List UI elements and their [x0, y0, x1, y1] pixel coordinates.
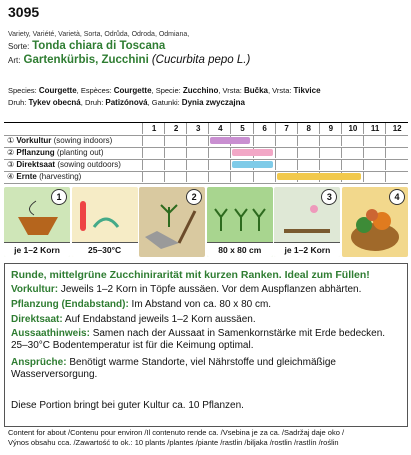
instruction-paragraph [11, 314, 403, 326]
illustration-shape [253, 209, 265, 231]
month-label: 7 [275, 123, 298, 134]
paragraph-text: Jeweils 1–2 Korn in Töpfe aussäen. Vor dem Auspflanzen abhärten. [58, 284, 362, 295]
row-subtitle: (harvesting) [36, 172, 82, 181]
row-subtitle: (planting out) [54, 148, 104, 157]
calendar-row-label [7, 147, 104, 158]
month-cell [230, 171, 253, 182]
description-box [4, 263, 408, 427]
period-bar [277, 173, 361, 180]
illustration-panel [72, 187, 138, 257]
paragraph-text: Benötigt warme Standorte, viel Nährstoffe und gleichmäßige Wasserversorgung. [11, 357, 336, 380]
variety-name-line [8, 40, 165, 52]
month-cell [164, 159, 187, 170]
month-cell [385, 171, 408, 182]
month-label: 9 [319, 123, 342, 134]
month-cell [142, 171, 165, 182]
paragraph-label: Aussaathinweis: [11, 328, 90, 339]
translation-key: Gatunki: [151, 98, 182, 107]
month-label: 1 [142, 123, 165, 134]
translation-value: Bučka [243, 86, 268, 95]
illustration-shape [80, 201, 86, 231]
calendar-row-label [7, 159, 121, 170]
month-cell [385, 147, 408, 158]
paragraph-label: Direktsaat: [11, 314, 63, 325]
month-cell [164, 135, 187, 146]
headline: Runde, mittelgrüne Zucchinirarität mit kurzen Ranken. Ideal zum Füllen! [11, 269, 370, 281]
month-cell [319, 135, 342, 146]
illustration-shape [366, 209, 378, 221]
month-cell [142, 135, 165, 146]
translation-value: Tykev obecná [28, 98, 81, 107]
month-cell [297, 147, 320, 158]
panel-caption: 25–30°C [72, 242, 138, 257]
art-key: Art: [8, 56, 21, 65]
month-cell [275, 147, 298, 158]
variety-languages-line: Variety, Variété, Varietà, Sorta, Odrůda, Odroda, Odmiana, [8, 31, 190, 38]
variety-name: Tonda chiara di Toscana [32, 40, 166, 52]
row-name: Direktsaat [16, 160, 56, 169]
row-number: ② [7, 148, 17, 157]
step-badge: 1 [51, 189, 67, 205]
illustration-shape [161, 205, 177, 227]
illustration-shape [29, 201, 36, 215]
month-cell [385, 135, 408, 146]
paragraph-text: Auf Endabstand jeweils 1–2 Korn aussäen. [62, 314, 256, 325]
paragraph-label: Pflanzung (Endabstand): [11, 299, 129, 310]
illustration-panel [139, 187, 205, 257]
month-label: 2 [164, 123, 187, 134]
month-cell [363, 159, 386, 170]
illustration-graphic [72, 187, 138, 239]
illustration-shape [310, 205, 318, 213]
illustration-panel [4, 187, 70, 257]
calendar-row [4, 135, 408, 148]
row-subtitle: (sowing outdoors) [55, 160, 121, 169]
illustration-shape [215, 209, 227, 231]
illustration-graphic [207, 187, 273, 239]
month-label: 8 [297, 123, 320, 134]
species-name-line [8, 54, 250, 66]
month-cell [319, 159, 342, 170]
content-line: Content for about /Contenu pour environ /Il contenuto rende ca. /Vsebina je za ca. /Sadržaj daje oko / [8, 428, 345, 437]
month-cell [341, 147, 364, 158]
species-name: Gartenkürbis, Zucchini [23, 54, 149, 66]
panel-caption: je 1–2 Korn [274, 242, 340, 257]
month-cell [385, 159, 408, 170]
month-cell [186, 147, 209, 158]
panel-caption: je 1–2 Korn [4, 242, 70, 257]
paragraph-text: Im Abstand von ca. 80 x 80 cm. [128, 299, 272, 310]
calendar-row-label [7, 171, 81, 182]
month-cell [363, 147, 386, 158]
translation-key: Species: [8, 86, 39, 95]
calendar-row [4, 147, 408, 160]
translation-key: Vrsta: [272, 86, 294, 95]
sowing-calendar [4, 122, 408, 183]
month-label: 3 [186, 123, 209, 134]
paragraph-text: Samen nach der Aussaat in Samenkornstärke mit Erde bedecken. 25–30°C Bodentemperatur ist für die Keimung optimal. [11, 328, 386, 351]
row-name: Vorkultur [16, 136, 52, 145]
translation-value: Tikvice [293, 86, 321, 95]
step-badge: 2 [186, 189, 202, 205]
step-badge: 3 [321, 189, 337, 205]
period-bar [232, 161, 272, 168]
row-subtitle: (sowing indoors) [51, 136, 113, 145]
paragraph-text: Diese Portion bringt bei guter Kultur ca. 10 Pflanzen. [11, 400, 244, 411]
month-cell [297, 135, 320, 146]
month-cell [164, 147, 187, 158]
instruction-paragraph [11, 299, 403, 311]
month-cell [363, 171, 386, 182]
month-cell [253, 135, 276, 146]
instruction-paragraph [11, 357, 403, 381]
illustration-shape [179, 211, 195, 243]
illustration-shape [145, 231, 179, 249]
month-label: 12 [385, 123, 408, 134]
translation-key: Espèces: [80, 86, 114, 95]
month-label: 6 [253, 123, 276, 134]
translation-value: Dynia zwyczajna [181, 98, 245, 107]
translation-key: Druh: [8, 98, 29, 107]
sorte-key: Sorte: [8, 42, 30, 51]
month-cell [142, 147, 165, 158]
period-bar [232, 149, 272, 156]
illustration-panel [274, 187, 340, 257]
month-cell [319, 147, 342, 158]
row-name: Pflanzung [16, 148, 55, 157]
month-cell [341, 159, 364, 170]
calendar-header [4, 123, 408, 136]
product-code: 3095 [8, 4, 40, 20]
translation-value: Zucchino [182, 86, 219, 95]
month-cell [186, 171, 209, 182]
druh-translations-line: Druh: Tykev obecná, Druh: Patizónová, Gatunki: Dynia zwyczajna [8, 98, 245, 107]
translation-value: Courgette [38, 86, 77, 95]
month-cell [297, 159, 320, 170]
month-cell [253, 171, 276, 182]
translation-key: Vrsta: [222, 86, 244, 95]
illustration-shape [94, 219, 118, 227]
translation-value: Patizónová [105, 98, 148, 107]
illustration-shape [235, 209, 247, 231]
row-number: ④ [7, 172, 17, 181]
month-cell [208, 159, 231, 170]
illustration-panel [207, 187, 273, 257]
translation-key: Druh: [84, 98, 106, 107]
paragraph-label: Vorkultur: [11, 284, 59, 295]
panel-caption: 80 x 80 cm [207, 242, 273, 257]
month-label: 10 [341, 123, 364, 134]
species-translations-line: Species: Courgette, Espèces: Courgette, Specie: Zucchino, Vrsta: Bučka, Vrsta: Tikvice [8, 86, 321, 95]
instruction-paragraph [11, 400, 403, 412]
translation-key: Specie: [155, 86, 183, 95]
month-label: 11 [363, 123, 386, 134]
month-cell [164, 171, 187, 182]
month-cell [275, 135, 298, 146]
step-badge: 4 [389, 189, 405, 205]
translation-value: Courgette [113, 86, 152, 95]
paragraph-label: Ansprüche: [11, 357, 67, 368]
month-cell [186, 135, 209, 146]
month-cell [363, 135, 386, 146]
month-cell [275, 159, 298, 170]
month-label: 4 [208, 123, 231, 134]
illustration-panel [342, 187, 408, 257]
calendar-row [4, 159, 408, 172]
period-bar [210, 137, 250, 144]
latin-name: (Cucurbita pepo L.) [151, 54, 251, 66]
month-cell [142, 159, 165, 170]
row-number: ③ [7, 160, 17, 169]
content-line-2: Výnos obsahu cca. /Zawartość to ok.: 10 plants /plantes /piante /rastlin /biljaka /rostlin /rastlín /roślin [8, 438, 339, 447]
month-cell [186, 159, 209, 170]
row-number: ① [7, 136, 17, 145]
month-label: 5 [230, 123, 253, 134]
month-cell [208, 147, 231, 158]
month-cell [208, 171, 231, 182]
row-name: Ernte [16, 172, 37, 181]
instruction-paragraph [11, 284, 403, 296]
calendar-row-label [7, 135, 112, 146]
calendar-row [4, 171, 408, 184]
instruction-paragraph [11, 328, 403, 352]
illustration-shape [18, 217, 58, 235]
month-cell [341, 135, 364, 146]
instruction-illustrations [4, 187, 408, 257]
